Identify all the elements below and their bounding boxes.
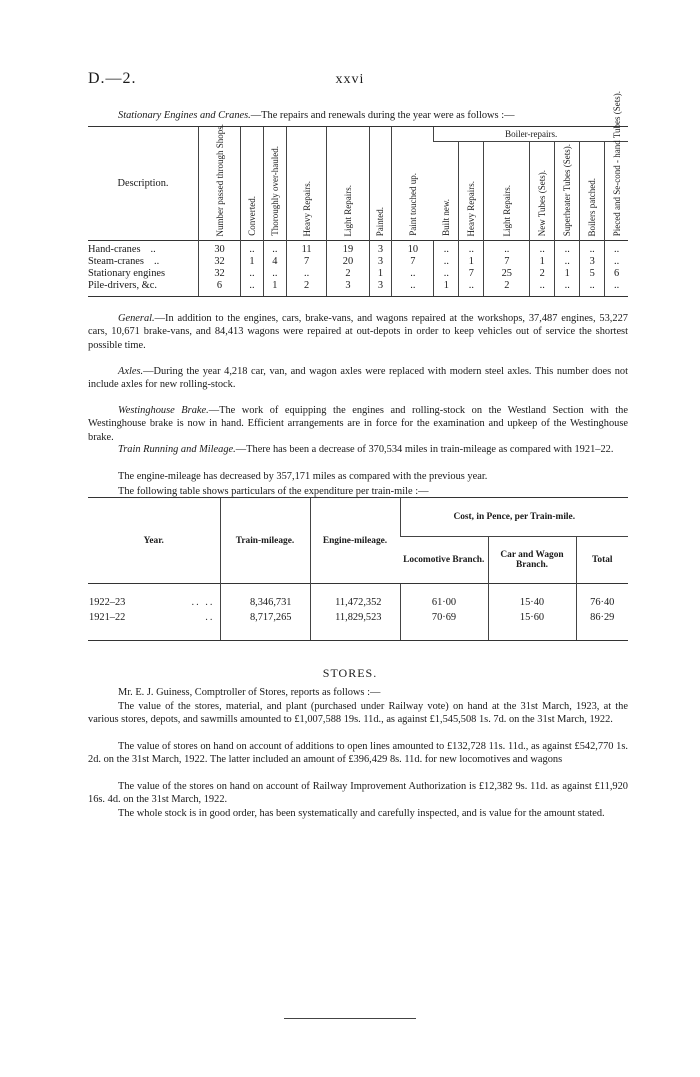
year-cell: 1922–23 .. ..: [88, 584, 220, 611]
table-cell: ..: [241, 280, 264, 297]
table-cell: 2: [286, 280, 327, 297]
table-cell: 3: [580, 256, 605, 268]
table-cell: ..: [392, 280, 434, 297]
table-cell: 5: [580, 268, 605, 280]
description-header: Description.: [88, 127, 199, 241]
car-cell: 15·60: [488, 610, 576, 641]
col-header-painted: Painted.: [369, 127, 392, 241]
total-cell: 76·40: [576, 584, 628, 611]
table-cell: 32: [199, 256, 241, 268]
col-header-built-new: Built new.: [441, 199, 452, 236]
engine-cell: 11,472,352: [310, 584, 400, 611]
general-paragraph: General.—In addition to the engines, cars, brake-vans, and wagons repaired at the workshops, 37,487 engines, 53,227 cars, 10,671 brake-vans, and 84,413 wagons were repaired at out-depots in order to keep vehicles out of service the shortest possible time.: [88, 313, 628, 351]
table-cell: ..: [530, 280, 555, 297]
year-header: Year.: [88, 498, 220, 584]
train-mileage-paragraph: Train Running and Mileage.—There has been a decrease of 370,534 miles in train-mileage as compared with 1921–22.: [118, 444, 614, 455]
table-cell: 2: [327, 268, 369, 280]
row-label: Hand-cranes ..: [88, 241, 199, 257]
locomotive-header: Locomotive Branch.: [403, 555, 485, 565]
table-cell: 3: [369, 280, 392, 297]
stores-additions-paragraph: The value of stores on hand on account of additions to open lines amounted to £132,728 11s. 11d., as against £542,770 1s. 2d. on the 31st March, 1922. The latter included an amount of £396,429 8s. 11d. for new locomotives and wagons: [88, 741, 628, 766]
table-row: [88, 256, 628, 268]
page-number: xxvi: [335, 72, 365, 87]
following-table-paragraph: The following table shows particulars of the expenditure per train-mile :—: [118, 486, 429, 497]
engine-mileage-paragraph: The engine-mileage has decreased by 357,171 miles as compared with the previous year.: [118, 471, 488, 482]
table-row: [88, 584, 628, 611]
col-header-superheater-tubes: Superheater Tubes (Sets).: [555, 142, 580, 241]
table-cell: ..: [605, 280, 628, 297]
table-cell: 7: [392, 256, 434, 268]
col-header-boilers-patched: Boilers patched.: [580, 142, 605, 241]
table-cell: ..: [459, 241, 484, 257]
table-cell: ..: [555, 256, 580, 268]
document-code: D.—2.: [88, 70, 137, 87]
train-mileage-header: Train-mileage.: [220, 498, 310, 584]
stores-value-paragraph: The value of the stores, material, and plant (purchased under Railway vote) on hand at the 31st March, 1923, at the various stores, depots, and sawmills amounted to £1,007,588 19s. 11d., as against £1,545,508 1s. 7d. on the 31st March, 1922.: [88, 701, 628, 726]
col-header-paint-touched: Paint touched up.: [392, 127, 434, 241]
table-cell: ..: [392, 268, 434, 280]
table-cell: 25: [484, 268, 530, 280]
stationary-engines-intro: [118, 110, 514, 121]
row-label: Pile-drivers, &c.: [88, 280, 199, 297]
table-cell: 11: [286, 241, 327, 257]
table-cell: 3: [369, 256, 392, 268]
year-cell: 1921–22 ..: [88, 610, 220, 641]
table-cell: ..: [434, 241, 459, 257]
table-cell: ..: [241, 268, 264, 280]
table-cell: 1: [530, 256, 555, 268]
table-cell: 1: [241, 256, 264, 268]
table-cell: ..: [555, 241, 580, 257]
table-cell: 6: [199, 280, 241, 297]
col-header-boiler-heavy: Heavy Repairs.: [459, 142, 484, 241]
col-header-boiler-light: Light Repairs.: [484, 142, 530, 241]
table-cell: 2: [484, 280, 530, 297]
table-cell: ..: [605, 241, 628, 257]
table-cell: 7: [286, 256, 327, 268]
car-cell: 15·40: [488, 584, 576, 611]
table-cell: 7: [459, 268, 484, 280]
table-cell: 3: [327, 280, 369, 297]
table-row: [88, 241, 628, 257]
table-cell: 1: [263, 280, 286, 297]
table-cell: ..: [580, 241, 605, 257]
col-header-passed: Number passed through Shops.: [199, 127, 241, 241]
loco-cell: 70·69: [400, 610, 488, 641]
westinghouse-paragraph: Westinghouse Brake.—The work of equipping the engines and rolling-stock on the Westland Section with the Westinghouse brake is now in hand. Efficient arrangements are in force for the examination and upkeep of the Westinghouse brake.: [88, 405, 628, 443]
table-cell: ..: [286, 268, 327, 280]
row-label: Stationary engines: [88, 268, 166, 279]
table-row: [88, 268, 628, 280]
intro-text: —The repairs and renewals during the year were as follows :—: [250, 110, 515, 121]
table-cell: ..: [241, 241, 264, 257]
engine-cell: 11,829,523: [310, 610, 400, 641]
table-row: [88, 610, 628, 641]
table-cell: 30: [199, 241, 241, 257]
col-header-converted: Converted.: [241, 127, 264, 241]
table-cell: ..: [263, 241, 286, 257]
table-cell: 1: [434, 280, 459, 297]
boiler-repairs-header: Boiler-repairs.: [434, 127, 628, 142]
table-cell: 20: [327, 256, 369, 268]
table-cell: ..: [605, 256, 628, 268]
total-header: Total: [576, 537, 628, 584]
table-cell: ..: [530, 241, 555, 257]
table-cell: 6: [605, 268, 628, 280]
table-cell: 4: [263, 256, 286, 268]
train-mile-cost-table: [88, 497, 628, 641]
table-cell: ..: [580, 280, 605, 297]
total-cell: 86·29: [576, 610, 628, 641]
axles-paragraph: Axles.—During the year 4,218 car, van, and wagon axles were replaced with modern steel axles. This number does not include axles for new rolling-stock.: [88, 366, 628, 391]
table-cell: 19: [327, 241, 369, 257]
table-cell: ..: [459, 280, 484, 297]
table-cell: 1: [369, 268, 392, 280]
car-wagon-header: Car and Wagon Branch.: [488, 537, 576, 584]
stores-stock-paragraph: The whole stock is in good order, has been systematically and carefully inspected, and is value for the amount stated.: [118, 808, 605, 819]
stores-improvement-paragraph: The value of the stores on hand on account of Railway Improvement Authorization is £12,382 9s. 11d. as against £11,920 16s. 4d. on the 31st March, 1922.: [88, 781, 628, 806]
table-cell: ..: [555, 280, 580, 297]
table-cell: ..: [434, 256, 459, 268]
engine-mileage-header: Engine-mileage.: [310, 498, 400, 584]
stores-report-intro: Mr. E. J. Guiness, Comptroller of Stores, reports as follows :—: [118, 687, 381, 698]
row-label: Steam-cranes ..: [88, 256, 160, 267]
col-header-heavy-repairs: Heavy Repairs.: [286, 127, 327, 241]
table-cell: 1: [459, 256, 484, 268]
col-header-new-tubes: New Tubes (Sets).: [530, 142, 555, 241]
train-cell: 8,346,731: [220, 584, 310, 611]
table-cell: 10: [392, 241, 434, 257]
stores-heading: STORES.: [322, 666, 378, 680]
table-cell: ..: [263, 268, 286, 280]
train-cell: 8,717,265: [220, 610, 310, 641]
col-header-pieced-tubes: Pieced and Se-cond - hand Tubes (Sets).: [605, 142, 628, 241]
intro-lead: Stationary Engines and Cranes.: [118, 110, 251, 121]
table-cell: 2: [530, 268, 555, 280]
table-cell: ..: [484, 241, 530, 257]
table-cell: 1: [555, 268, 580, 280]
table-cell: ..: [434, 268, 459, 280]
col-header-overhauled: Thoroughly over-hauled.: [263, 127, 286, 241]
loco-cell: 61·00: [400, 584, 488, 611]
table-cell: 7: [484, 256, 530, 268]
col-header-light-repairs: Light Repairs.: [327, 127, 369, 241]
footer-rule: [284, 1018, 416, 1019]
cost-header: Cost, in Pence, per Train-mile.: [400, 498, 628, 537]
table-row: [88, 280, 628, 297]
table-cell: 32: [199, 268, 241, 280]
table-cell: 3: [369, 241, 392, 257]
